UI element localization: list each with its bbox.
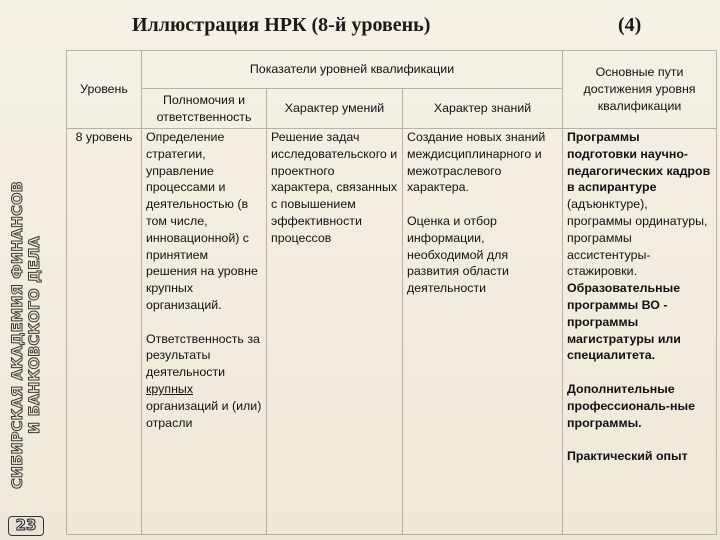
header-authority: Полномочия и ответственность bbox=[142, 89, 267, 129]
vertical-text-line2: И БАНКОВСКОГО ДЕЛА bbox=[27, 236, 43, 434]
qualification-table bbox=[66, 50, 717, 535]
page-badge: 23 bbox=[8, 516, 44, 536]
paths-paragraph-1: Программы подготовки научно-педагогических кадров в аспирантуре (адъюнктуре), программы ординатуры, программы ассистентуры-стажировки. Образовательные программы ВО - программы магистратуры или специалитета. bbox=[567, 130, 711, 363]
paths-paragraph-3: Практический опыт bbox=[567, 449, 688, 464]
table-row bbox=[67, 129, 717, 535]
cell-skills: Решение задач исследовательского и проектного характера, связанных с повышением эффективности процессов bbox=[267, 129, 403, 535]
vertical-logo-text bbox=[4, 160, 50, 510]
cell-level: 8 уровень bbox=[67, 129, 142, 535]
authority-underlined: крупных bbox=[146, 381, 194, 396]
cell-paths bbox=[563, 129, 717, 535]
knowledge-paragraph-1: Создание новых знаний междисциплинарного и межотраслевого характера. bbox=[407, 130, 546, 195]
cell-authority bbox=[142, 129, 267, 535]
knowledge-paragraph-2: Оценка и отбор информации, необходимой для развития области деятельности bbox=[407, 213, 509, 296]
slide-page-number: (4) bbox=[618, 14, 642, 36]
header-group: Показатели уровней квалификации bbox=[142, 51, 563, 89]
authority-paragraph-2: Ответственность за результаты деятельности крупных организаций и (или) отрасли bbox=[146, 331, 262, 430]
authority-paragraph-1: Определение стратегии, управление процессами и деятельностью (в том числе, инновационной) с принятием решения на уровне крупных организаций. bbox=[146, 130, 258, 312]
header-skills: Характер умений bbox=[267, 89, 403, 129]
header-paths: Основные пути достижения уровня квалификации bbox=[563, 51, 717, 129]
vertical-text-line1: СИБИРСКАЯ АКАДЕМИЯ ФИНАНСОВ bbox=[10, 181, 26, 489]
header-knowledge: Характер знаний bbox=[403, 89, 563, 129]
cell-knowledge bbox=[403, 129, 563, 535]
slide-title: Иллюстрация НРК (8-й уровень) bbox=[132, 14, 431, 36]
paths-paragraph-2: Дополнительные профессиональ-ные программы. bbox=[567, 381, 695, 430]
header-level: Уровень bbox=[67, 51, 142, 129]
